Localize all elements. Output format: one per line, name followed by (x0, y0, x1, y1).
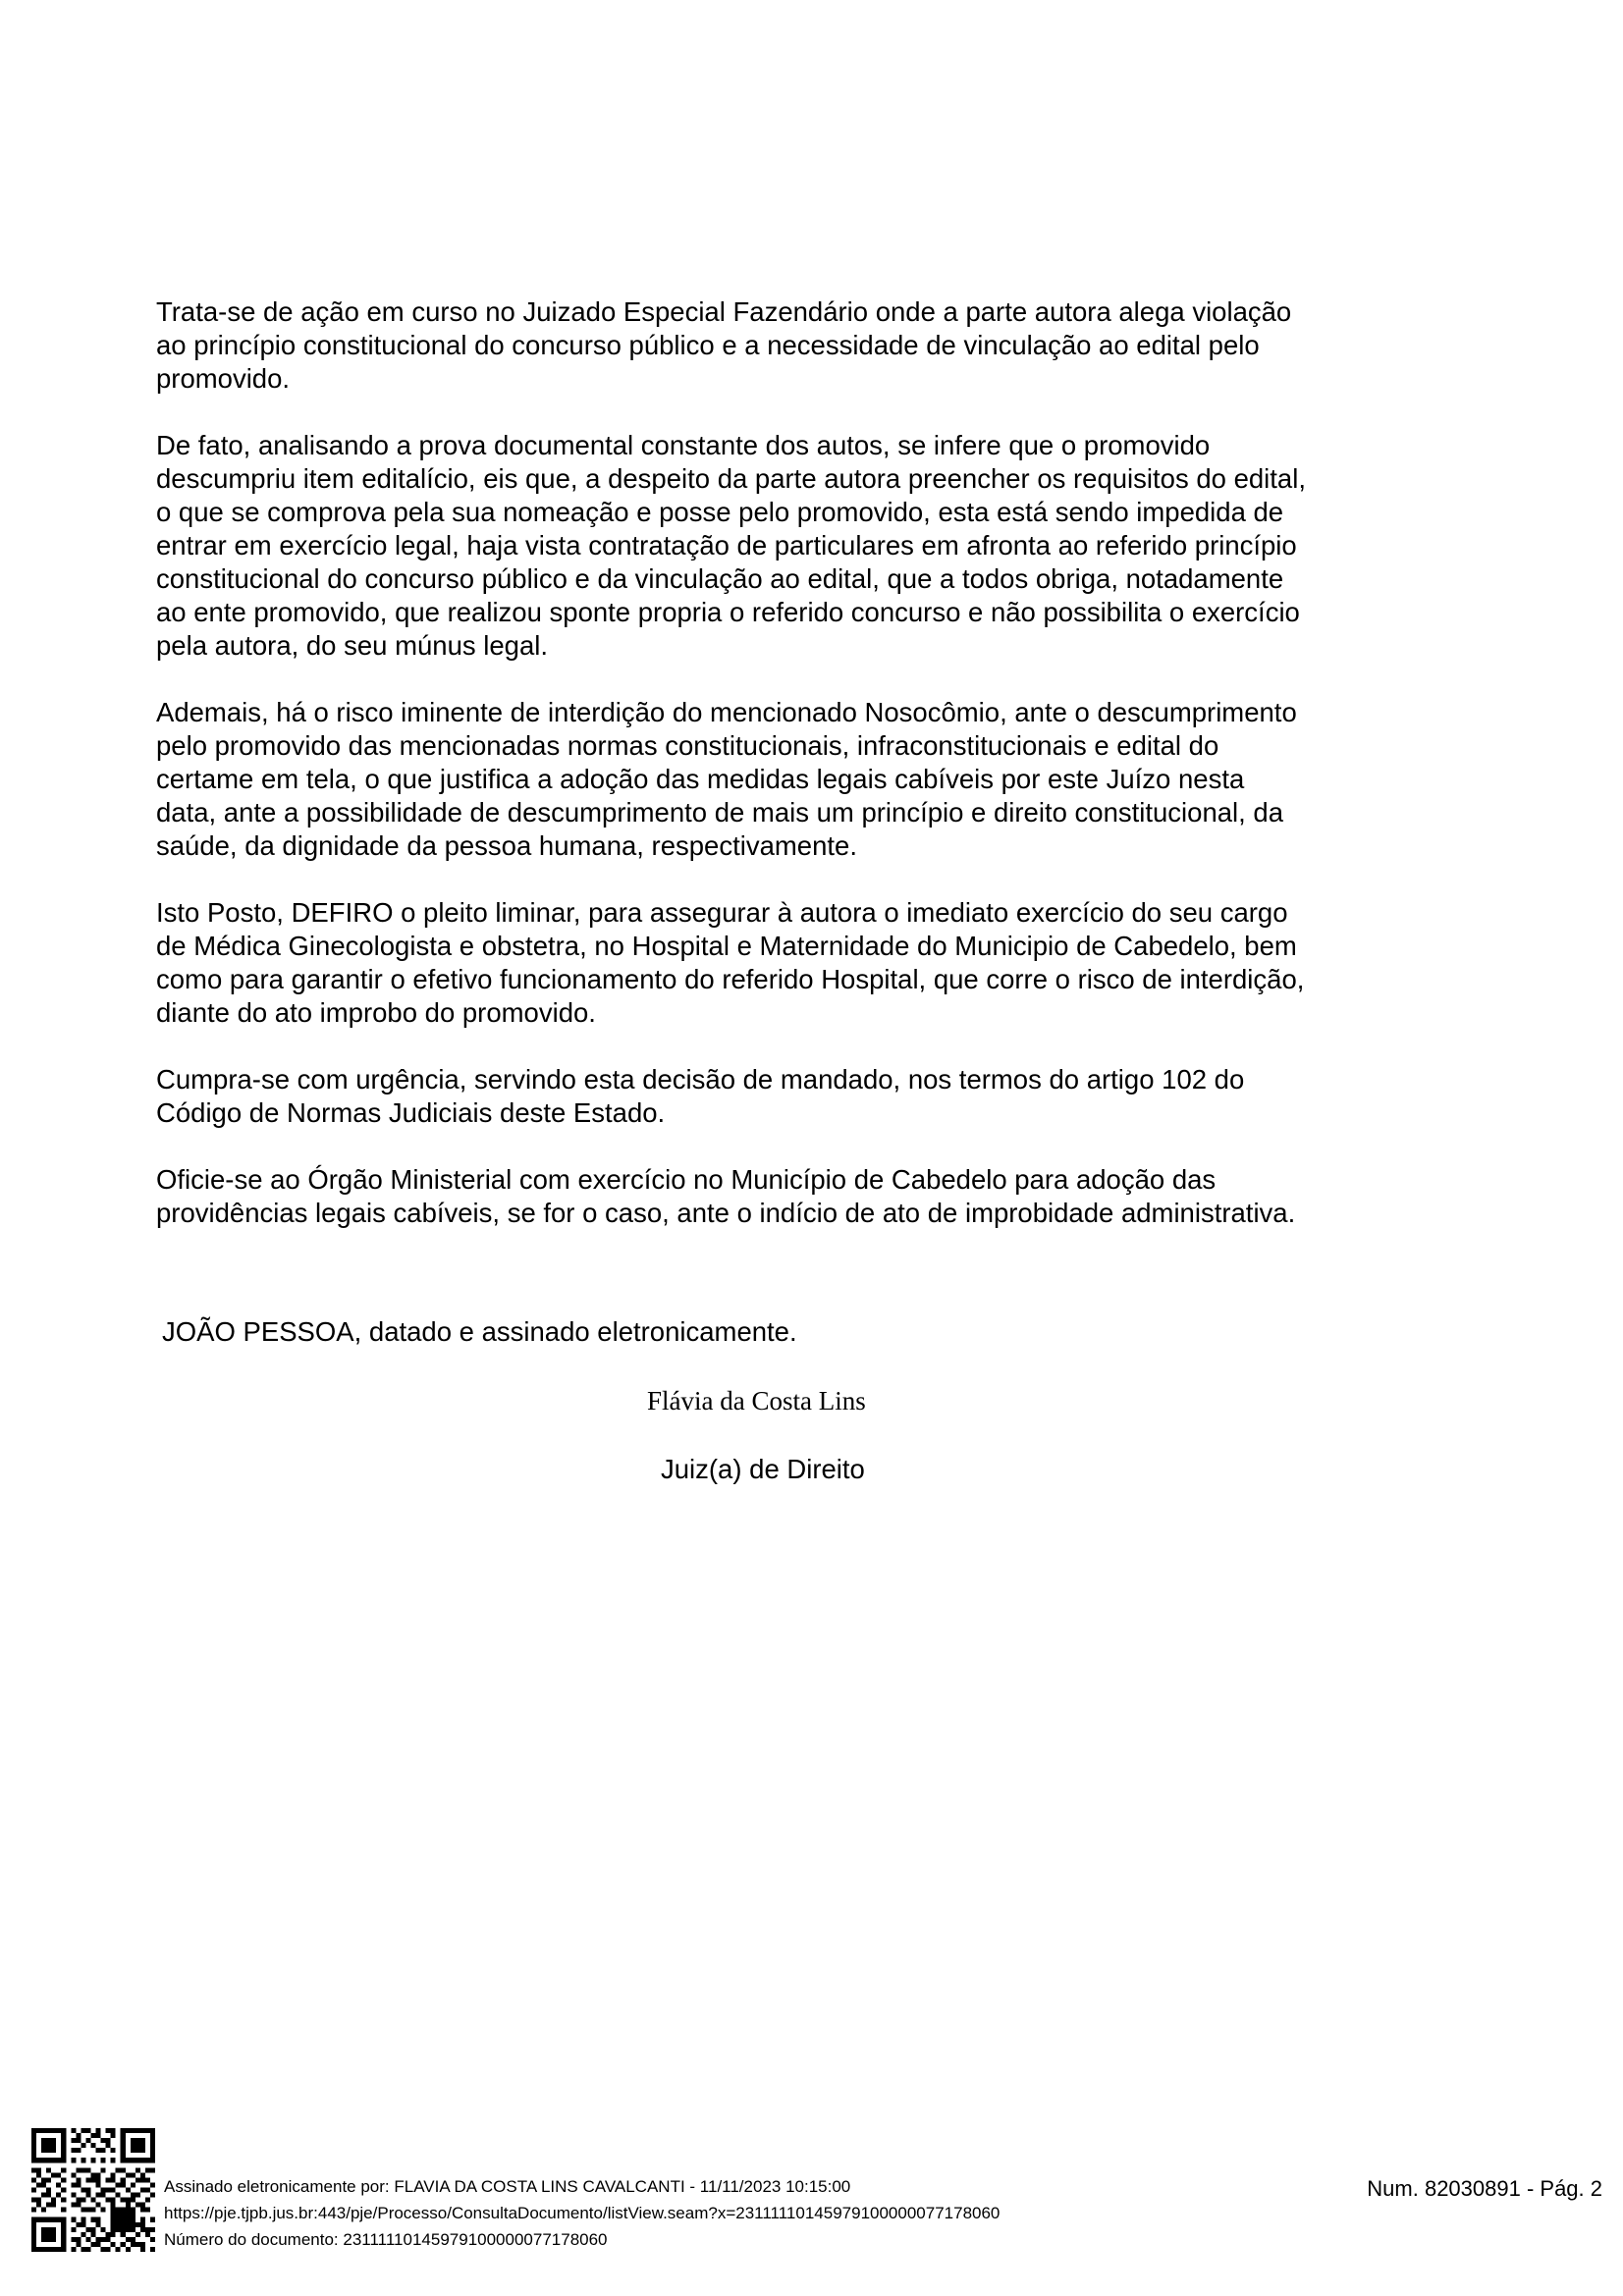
text-line: Ademais, há o risco iminente de interdição do mencionado Nosocômio, ante o descumprimento (156, 697, 1297, 727)
text-line: Isto Posto, DEFIRO o pleito liminar, para assegurar à autora o imediato exercício do seu cargo (156, 897, 1288, 928)
text-line: de Médica Ginecologista e obstetra, no Hospital e Maternidade do Municipio de Cabedelo, bem (156, 931, 1297, 961)
text-line: providências legais cabíveis, se for o caso, ante o indício de ato de improbidade administrativa. (156, 1198, 1296, 1228)
text-line: descumpriu item editalício, eis que, a despeito da parte autora preencher os requisitos do edital, (156, 463, 1306, 494)
text-line: ao ente promovido, que realizou sponte propria o referido concurso e não possibilita o exercício (156, 597, 1300, 627)
text-line: saúde, da dignidade da pessoa humana, respectivamente. (156, 830, 857, 861)
signer-name: Flávia da Costa Lins (647, 1386, 866, 1415)
text-line: Oficie-se ao Órgão Ministerial com exercício no Município de Cabedelo para adoção das (156, 1164, 1217, 1195)
document-url-link[interactable]: https://pje.tjpb.jus.br:443/pje/Processo/ConsultaDocumento/listView.seam?x=23111110145979100000077178060 (164, 2204, 1001, 2222)
text-line: De fato, analisando a prova documental constante dos autos, se infere que o promovido (156, 430, 1211, 460)
paragraph-1 (156, 295, 1403, 396)
text-line: Código de Normas Judiciais deste Estado. (156, 1097, 666, 1128)
text-line: diante do ato improbo do promovido. (156, 997, 596, 1028)
signed-by-line: Assinado eletronicamente por: FLAVIA DA COSTA LINS CAVALCANTI - 11/11/2023 10:15:00 (164, 2177, 851, 2196)
signature-details (164, 2173, 1000, 2253)
document-body (156, 295, 1403, 1263)
text-line: pela autora, do seu múnus legal. (156, 630, 549, 661)
text-line: entrar em exercício legal, haja vista contratação de particulares em afronta ao referido princípio (156, 530, 1297, 561)
text-line: o que se comprova pela sua nomeação e posse pelo promovido, esta está sendo impedida de (156, 497, 1284, 527)
paragraph-3 (156, 696, 1403, 863)
paragraph-5 (156, 1063, 1403, 1130)
text-line: promovido. (156, 363, 291, 394)
text-line: Trata-se de ação em curso no Juizado Especial Fazendário onde a parte autora alega violação (156, 296, 1292, 327)
document-number-line: Número do documento: 23111110145979100000077178060 (164, 2230, 608, 2249)
page-number: Num. 82030891 - Pág. 2 (1367, 2176, 1602, 2201)
paragraph-2 (156, 429, 1403, 663)
text-line: certame em tela, o que justifica a adoção das medidas legais cabíveis por este Juízo nesta (156, 764, 1245, 794)
paragraph-6 (156, 1163, 1403, 1230)
text-line: ao princípio constitucional do concurso público e a necessidade de vinculação ao edital pelo (156, 330, 1260, 360)
text-line: constitucional do concurso público e da vinculação ao edital, que a todos obriga, notadamente (156, 563, 1284, 594)
signature-footer (31, 2128, 1602, 2266)
paragraph-4 (156, 896, 1403, 1030)
signer-role: Juiz(a) de Direito (661, 1454, 865, 1484)
text-line: como para garantir o efetivo funcionamento do referido Hospital, que corre o risco de interdição, (156, 964, 1305, 994)
qr-code-icon (31, 2128, 155, 2252)
text-line: Cumpra-se com urgência, servindo esta decisão de mandado, nos termos do artigo 102 do (156, 1064, 1245, 1095)
text-line: data, ante a possibilidade de descumprimento de mais um princípio e direito constitucional, da (156, 797, 1284, 828)
text-line: pelo promovido das mencionadas normas constitucionais, infraconstitucionais e edital do (156, 730, 1219, 761)
place-date-line: JOÃO PESSOA, datado e assinado eletronicamente. (162, 1316, 797, 1347)
